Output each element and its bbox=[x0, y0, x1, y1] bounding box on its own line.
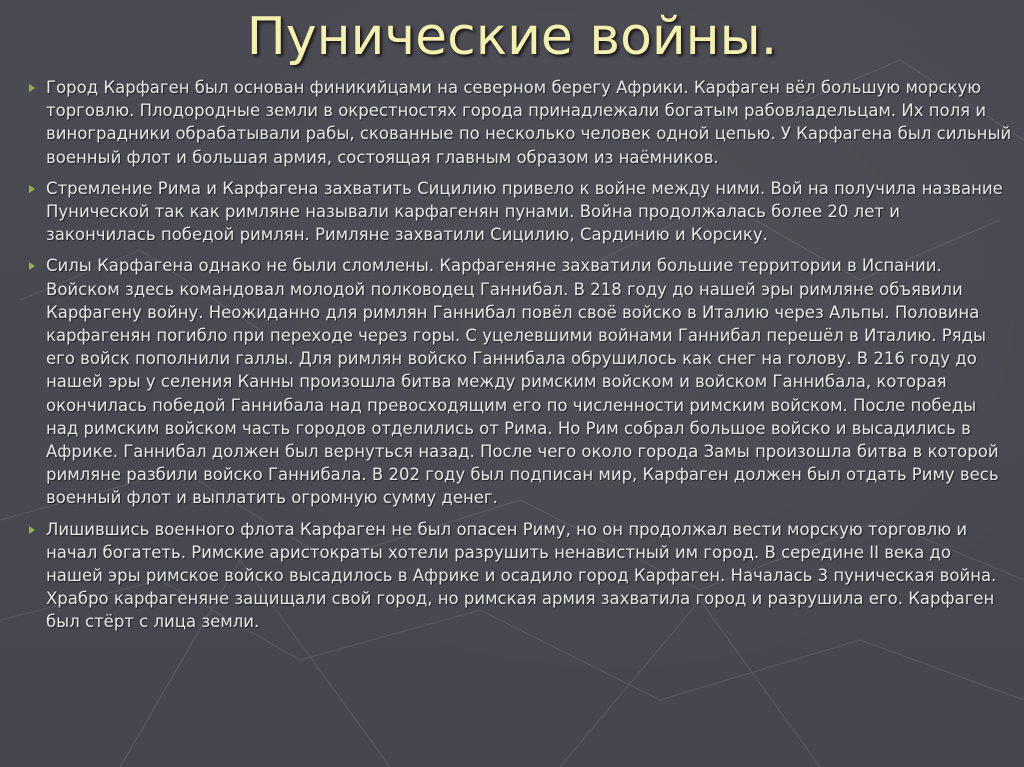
triangle-bullet-icon bbox=[29, 526, 35, 534]
bullet-list bbox=[29, 76, 1013, 642]
slide-title: Пунические войны. bbox=[246, 7, 778, 67]
triangle-bullet-icon bbox=[29, 262, 35, 270]
triangle-bullet-icon bbox=[29, 185, 35, 193]
bullet-paragraph-3 bbox=[29, 254, 1013, 509]
bullet-paragraph-2 bbox=[29, 177, 1013, 247]
triangle-bullet-icon bbox=[29, 84, 35, 92]
paragraph-text: Город Карфаген был основан финикийцами на северном берегу Африки. Карфаген вёл большую морскую торговлю. Плодородные земли в окрестностях города принадлежали богатым рабовладельцам. Их поля и виноградники обрабатывали рабы, скованные по несколько человек одной цепью. У Карфагена был сильный военный флот и большая армия, состоящая главным образом из наёмников. bbox=[46, 78, 1012, 167]
bullet-paragraph-4 bbox=[29, 518, 1013, 634]
paragraph-text: Стремление Рима и Карфагена захватить Сицилию привело к войне между ними. Вой на получила название Пунической так как римляне называли карфагенян пунами. Война продолжалась более 20 лет и закончилась победой римлян. Римляне захватили Сицилию, Сардинию и Корсику. bbox=[46, 178, 1003, 245]
paragraph-text: Лишившись военного флота Карфаген не был опасен Риму, но он продолжал вести морскую торговлю и начал богатеть. Римские аристократы хотели разрушить ненавистный им город. В середине II века до нашей эры римское войско высадилось в Африке и осадило город Карфаген. Началась 3 пуническая война. Храбро карфагеняне защищали свой город, но римская армия захватила город и разрушила его. Карфаген был стёрт с лица земли. bbox=[46, 519, 997, 632]
bullet-paragraph-1 bbox=[29, 76, 1013, 169]
paragraph-text: Силы Карфагена однако не были сломлены. Карфагеняне захватили большие территории в Испании. Войском здесь командовал молодой полководец Ганнибал. В 218 году до нашей эры римляне объявили Карфагену войну. Неожиданно для римлян Ганнибал повёл своё войско в Италию через Альпы. Половина карфагенян погибло при переходе через горы. С уцелевшими войнами Ганнибал перешёл в Италию. Ряды его войск пополнили галлы. Для римлян войско Ганнибала обрушилось как снег на голову. В 216 году до нашей эры у селения Канны произошла битва между римским войском и войском Ганнибала, которая окончилась победой Ганнибала над превосходящим его по численности римским войском. После победы над римским войском часть городов отделились от Рима. Но Рим собрал большое войско и высадились в Африке. Ганнибал должен был вернуться назад. После чего около города Замы произошла битва в которой римляне разбили войско Ганнибала. В 202 году был подписан мир, Карфаген должен был отдать Риму весь военный флот и выплатить огромную сумму денег. bbox=[46, 256, 999, 508]
